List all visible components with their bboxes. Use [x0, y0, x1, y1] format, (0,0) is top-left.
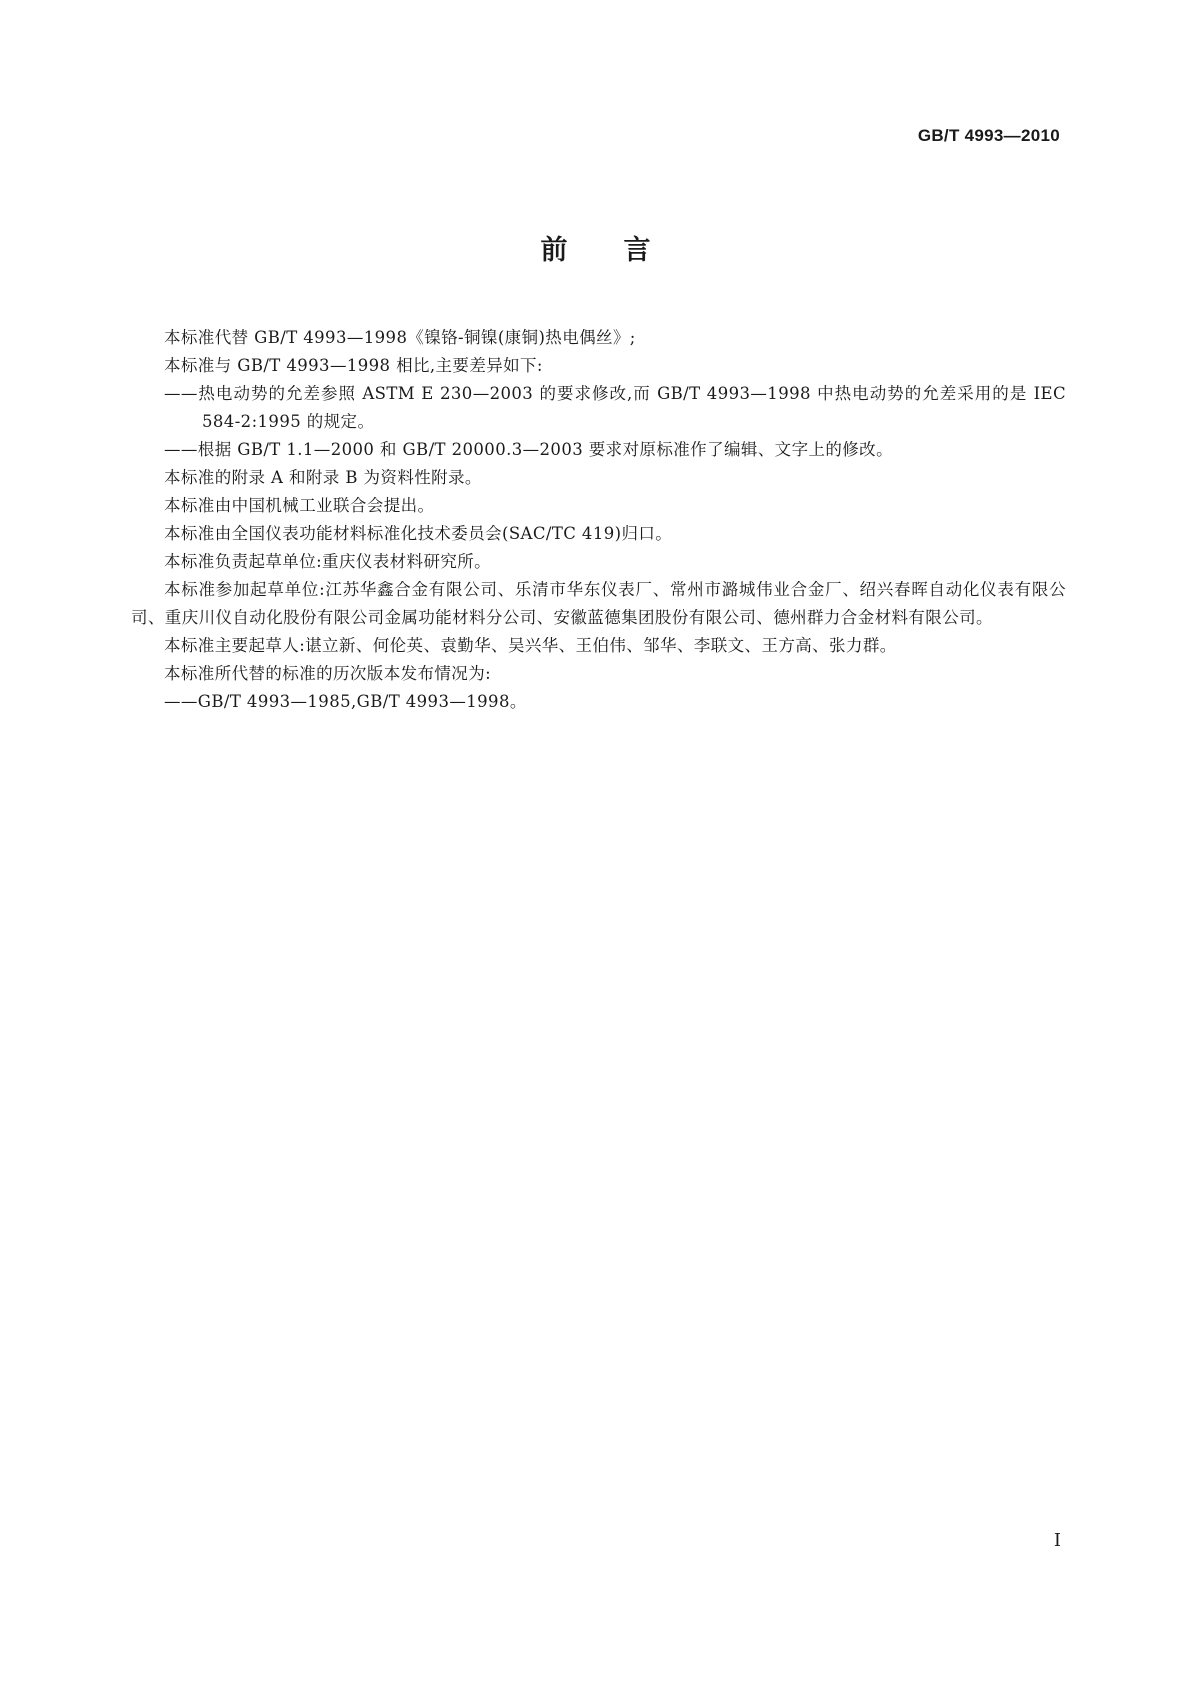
paragraph-drafters: 本标准主要起草人:谌立新、何伦英、袁勤华、吴兴华、王伯伟、邹华、李联文、王方高、张力群。 [164, 636, 897, 655]
paragraph-difference-tolerance: ——热电动势的允差参照 ASTM E 230—2003 的要求修改,而 GB/T 4993—1998 中热电动势的允差采用的是 IEC 584-2:1995 的规定。 [164, 384, 1066, 431]
paragraph-history-intro: 本标准所代替的标准的历次版本发布情况为: [164, 664, 492, 683]
paragraph-administered-by: 本标准由全国仪表功能材料标准化技术委员会(SAC/TC 419)归口。 [164, 524, 673, 543]
page-number: I [1053, 1530, 1061, 1551]
paragraph-replaces: 本标准代替 GB/T 4993—1998《镍铬-铜镍(康铜)热电偶丝》; [164, 328, 636, 347]
standard-number-header: GB/T 4993—2010 [917, 126, 1060, 145]
page-title: 前言 [540, 235, 707, 266]
foreword-body [131, 324, 1066, 716]
paragraph-difference-editorial: ——根据 GB/T 1.1—2000 和 GB/T 20000.3—2003 要求对原标准作了编辑、文字上的修改。 [164, 440, 893, 459]
paragraph-differences-intro: 本标准与 GB/T 4993—1998 相比,主要差异如下: [164, 356, 543, 375]
paragraph-history-versions: ——GB/T 4993—1985,GB/T 4993—1998。 [164, 692, 527, 711]
paragraph-proposed-by: 本标准由中国机械工业联合会提出。 [164, 496, 435, 515]
paragraph-participating-units: 本标准参加起草单位:江苏华鑫合金有限公司、乐清市华东仪表厂、常州市潞城伟业合金厂、绍兴春晖自动化仪表有限公司、重庆川仪自动化股份有限公司金属功能材料分公司、安徽蓝德集团股份有限公司、德州群力合金材料有限公司。 [131, 580, 1066, 627]
paragraph-annexes: 本标准的附录 A 和附录 B 为资料性附录。 [164, 468, 482, 487]
paragraph-drafting-unit: 本标准负责起草单位:重庆仪表材料研究所。 [164, 552, 492, 571]
